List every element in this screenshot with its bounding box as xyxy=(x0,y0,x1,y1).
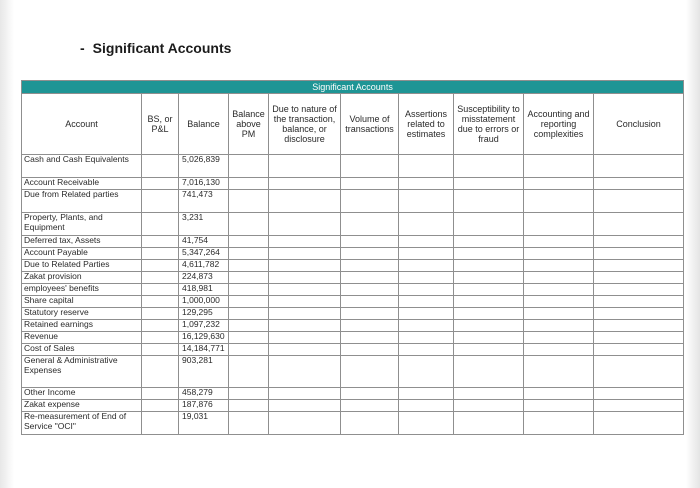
empty-cell xyxy=(524,320,594,332)
empty-cell xyxy=(269,190,341,213)
empty-cell xyxy=(454,344,524,356)
account-cell: Re-measurement of End of Service "OCI" xyxy=(22,412,142,435)
empty-cell xyxy=(594,308,684,320)
empty-cell xyxy=(399,356,454,388)
table-row xyxy=(22,272,684,284)
empty-cell xyxy=(594,248,684,260)
empty-cell xyxy=(229,260,269,272)
empty-cell xyxy=(399,308,454,320)
account-cell: Other Income xyxy=(22,388,142,400)
bs-pl-cell xyxy=(142,155,179,178)
bs-pl-cell xyxy=(142,344,179,356)
col-header-bs-pl: BS, or P&L xyxy=(142,94,179,155)
empty-cell xyxy=(341,284,399,296)
empty-cell xyxy=(454,248,524,260)
empty-cell xyxy=(594,400,684,412)
empty-cell xyxy=(524,272,594,284)
account-cell: Account Payable xyxy=(22,248,142,260)
bs-pl-cell xyxy=(142,296,179,308)
account-cell: Deferred tax, Assets xyxy=(22,236,142,248)
empty-cell xyxy=(524,236,594,248)
empty-cell xyxy=(229,284,269,296)
col-header-account: Account xyxy=(22,94,142,155)
empty-cell xyxy=(269,236,341,248)
empty-cell xyxy=(229,400,269,412)
col-header-accounting-complexities: Accounting and reporting complexities xyxy=(524,94,594,155)
empty-cell xyxy=(399,412,454,435)
account-cell: Revenue xyxy=(22,332,142,344)
empty-cell xyxy=(399,213,454,236)
empty-cell xyxy=(341,178,399,190)
empty-cell xyxy=(524,190,594,213)
empty-cell xyxy=(341,296,399,308)
empty-cell xyxy=(269,320,341,332)
balance-cell: 3,231 xyxy=(179,213,229,236)
empty-cell xyxy=(341,332,399,344)
balance-cell: 741,473 xyxy=(179,190,229,213)
empty-cell xyxy=(454,332,524,344)
empty-cell xyxy=(269,308,341,320)
empty-cell xyxy=(399,284,454,296)
table-row xyxy=(22,236,684,248)
section-title: Significant Accounts xyxy=(92,40,232,56)
empty-cell xyxy=(341,248,399,260)
empty-cell xyxy=(594,320,684,332)
empty-cell xyxy=(594,296,684,308)
empty-cell xyxy=(524,412,594,435)
bs-pl-cell xyxy=(142,178,179,190)
empty-cell xyxy=(229,308,269,320)
account-cell: Cost of Sales xyxy=(22,344,142,356)
empty-cell xyxy=(524,260,594,272)
empty-cell xyxy=(229,296,269,308)
empty-cell xyxy=(399,332,454,344)
empty-cell xyxy=(399,236,454,248)
empty-cell xyxy=(269,272,341,284)
empty-cell xyxy=(269,248,341,260)
empty-cell xyxy=(454,260,524,272)
balance-cell: 903,281 xyxy=(179,356,229,388)
empty-cell xyxy=(524,296,594,308)
balance-cell: 7,016,130 xyxy=(179,178,229,190)
empty-cell xyxy=(341,400,399,412)
empty-cell xyxy=(454,320,524,332)
empty-cell xyxy=(594,284,684,296)
balance-cell: 187,876 xyxy=(179,400,229,412)
table-banner: Significant Accounts xyxy=(22,81,684,94)
significant-accounts-table xyxy=(21,80,684,435)
empty-cell xyxy=(399,272,454,284)
empty-cell xyxy=(269,260,341,272)
empty-cell xyxy=(454,412,524,435)
empty-cell xyxy=(524,248,594,260)
empty-cell xyxy=(399,296,454,308)
table-row xyxy=(22,190,684,213)
col-header-volume: Volume of transactions xyxy=(341,94,399,155)
balance-cell: 14,184,771 xyxy=(179,344,229,356)
account-cell: Retained earnings xyxy=(22,320,142,332)
bullet-dash: - xyxy=(80,40,85,56)
account-cell: Cash and Cash Equivalents xyxy=(22,155,142,178)
empty-cell xyxy=(229,236,269,248)
empty-cell xyxy=(524,400,594,412)
empty-cell xyxy=(341,344,399,356)
empty-cell xyxy=(454,296,524,308)
empty-cell xyxy=(269,155,341,178)
empty-cell xyxy=(594,272,684,284)
account-cell: Zakat expense xyxy=(22,400,142,412)
empty-cell xyxy=(594,178,684,190)
empty-cell xyxy=(594,236,684,248)
account-cell: Statutory reserve xyxy=(22,308,142,320)
table-row xyxy=(22,155,684,178)
empty-cell xyxy=(594,356,684,388)
empty-cell xyxy=(454,213,524,236)
empty-cell xyxy=(229,190,269,213)
empty-cell xyxy=(269,400,341,412)
empty-cell xyxy=(229,213,269,236)
empty-cell xyxy=(524,284,594,296)
col-header-susceptibility: Susceptibility to misstatement due to errors or fraud xyxy=(454,94,524,155)
empty-cell xyxy=(524,344,594,356)
empty-cell xyxy=(524,332,594,344)
account-cell: employees' benefits xyxy=(22,284,142,296)
empty-cell xyxy=(341,272,399,284)
table-row xyxy=(22,332,684,344)
empty-cell xyxy=(399,344,454,356)
balance-cell: 4,611,782 xyxy=(179,260,229,272)
bs-pl-cell xyxy=(142,332,179,344)
empty-cell xyxy=(341,320,399,332)
empty-cell xyxy=(341,412,399,435)
bs-pl-cell xyxy=(142,284,179,296)
empty-cell xyxy=(269,213,341,236)
empty-cell xyxy=(341,213,399,236)
bs-pl-cell xyxy=(142,356,179,388)
empty-cell xyxy=(269,178,341,190)
bs-pl-cell xyxy=(142,213,179,236)
empty-cell xyxy=(229,412,269,435)
empty-cell xyxy=(229,178,269,190)
empty-cell xyxy=(399,388,454,400)
empty-cell xyxy=(399,178,454,190)
bs-pl-cell xyxy=(142,236,179,248)
empty-cell xyxy=(454,178,524,190)
empty-cell xyxy=(594,332,684,344)
empty-cell xyxy=(269,356,341,388)
table-row xyxy=(22,284,684,296)
empty-cell xyxy=(229,356,269,388)
empty-cell xyxy=(399,320,454,332)
balance-cell: 16,129,630 xyxy=(179,332,229,344)
col-header-balance-above-pm: Balance above PM xyxy=(229,94,269,155)
empty-cell xyxy=(341,356,399,388)
col-header-due-to-nature: Due to nature of the transaction, balance, or disclosure xyxy=(269,94,341,155)
empty-cell xyxy=(229,320,269,332)
empty-cell xyxy=(341,155,399,178)
empty-cell xyxy=(269,412,341,435)
empty-cell xyxy=(524,213,594,236)
empty-cell xyxy=(399,248,454,260)
balance-cell: 224,873 xyxy=(179,272,229,284)
balance-cell: 5,347,264 xyxy=(179,248,229,260)
empty-cell xyxy=(229,272,269,284)
bs-pl-cell xyxy=(142,320,179,332)
empty-cell xyxy=(399,155,454,178)
empty-cell xyxy=(454,190,524,213)
table-row xyxy=(22,412,684,435)
empty-cell xyxy=(594,260,684,272)
bs-pl-cell xyxy=(142,248,179,260)
bs-pl-cell xyxy=(142,412,179,435)
balance-cell: 5,026,839 xyxy=(179,155,229,178)
table-row xyxy=(22,260,684,272)
bs-pl-cell xyxy=(142,308,179,320)
empty-cell xyxy=(229,388,269,400)
bs-pl-cell xyxy=(142,260,179,272)
table-row xyxy=(22,344,684,356)
empty-cell xyxy=(454,356,524,388)
empty-cell xyxy=(524,308,594,320)
empty-cell xyxy=(524,178,594,190)
table-row xyxy=(22,320,684,332)
empty-cell xyxy=(341,308,399,320)
account-cell: Zakat provision xyxy=(22,272,142,284)
empty-cell xyxy=(399,400,454,412)
account-cell: Due from Related parties xyxy=(22,190,142,213)
empty-cell xyxy=(229,332,269,344)
bs-pl-cell xyxy=(142,400,179,412)
balance-cell: 1,000,000 xyxy=(179,296,229,308)
balance-cell: 19,031 xyxy=(179,412,229,435)
empty-cell xyxy=(269,284,341,296)
table-row xyxy=(22,308,684,320)
table-row xyxy=(22,400,684,412)
account-cell: Share capital xyxy=(22,296,142,308)
empty-cell xyxy=(454,308,524,320)
empty-cell xyxy=(229,344,269,356)
empty-cell xyxy=(454,236,524,248)
balance-cell: 1,097,232 xyxy=(179,320,229,332)
empty-cell xyxy=(594,412,684,435)
table-row xyxy=(22,178,684,190)
col-header-assertions: Assertions related to estimates xyxy=(399,94,454,155)
empty-cell xyxy=(229,155,269,178)
empty-cell xyxy=(454,155,524,178)
empty-cell xyxy=(524,356,594,388)
empty-cell xyxy=(269,332,341,344)
balance-cell: 41,754 xyxy=(179,236,229,248)
empty-cell xyxy=(594,388,684,400)
balance-cell: 458,279 xyxy=(179,388,229,400)
col-header-conclusion: Conclusion xyxy=(594,94,684,155)
empty-cell xyxy=(454,272,524,284)
section-heading xyxy=(80,40,231,56)
table-row xyxy=(22,296,684,308)
bs-pl-cell xyxy=(142,388,179,400)
account-cell: Due to Related Parties xyxy=(22,260,142,272)
empty-cell xyxy=(269,388,341,400)
bs-pl-cell xyxy=(142,272,179,284)
table-row xyxy=(22,213,684,236)
empty-cell xyxy=(524,388,594,400)
bs-pl-cell xyxy=(142,190,179,213)
account-cell: Property, Plants, and Equipment xyxy=(22,213,142,236)
balance-cell: 418,981 xyxy=(179,284,229,296)
empty-cell xyxy=(341,388,399,400)
empty-cell xyxy=(454,284,524,296)
table-row xyxy=(22,388,684,400)
empty-cell xyxy=(399,190,454,213)
empty-cell xyxy=(594,190,684,213)
account-cell: General & Administrative Expenses xyxy=(22,356,142,388)
empty-cell xyxy=(229,248,269,260)
header-row xyxy=(22,94,684,155)
empty-cell xyxy=(341,236,399,248)
empty-cell xyxy=(341,260,399,272)
empty-cell xyxy=(341,190,399,213)
empty-cell xyxy=(454,388,524,400)
empty-cell xyxy=(454,400,524,412)
table-row xyxy=(22,248,684,260)
empty-cell xyxy=(399,260,454,272)
empty-cell xyxy=(594,155,684,178)
empty-cell xyxy=(269,296,341,308)
table-row xyxy=(22,356,684,388)
empty-cell xyxy=(594,344,684,356)
empty-cell xyxy=(269,344,341,356)
empty-cell xyxy=(524,155,594,178)
account-cell: Account Receivable xyxy=(22,178,142,190)
balance-cell: 129,295 xyxy=(179,308,229,320)
empty-cell xyxy=(594,213,684,236)
col-header-balance: Balance xyxy=(179,94,229,155)
